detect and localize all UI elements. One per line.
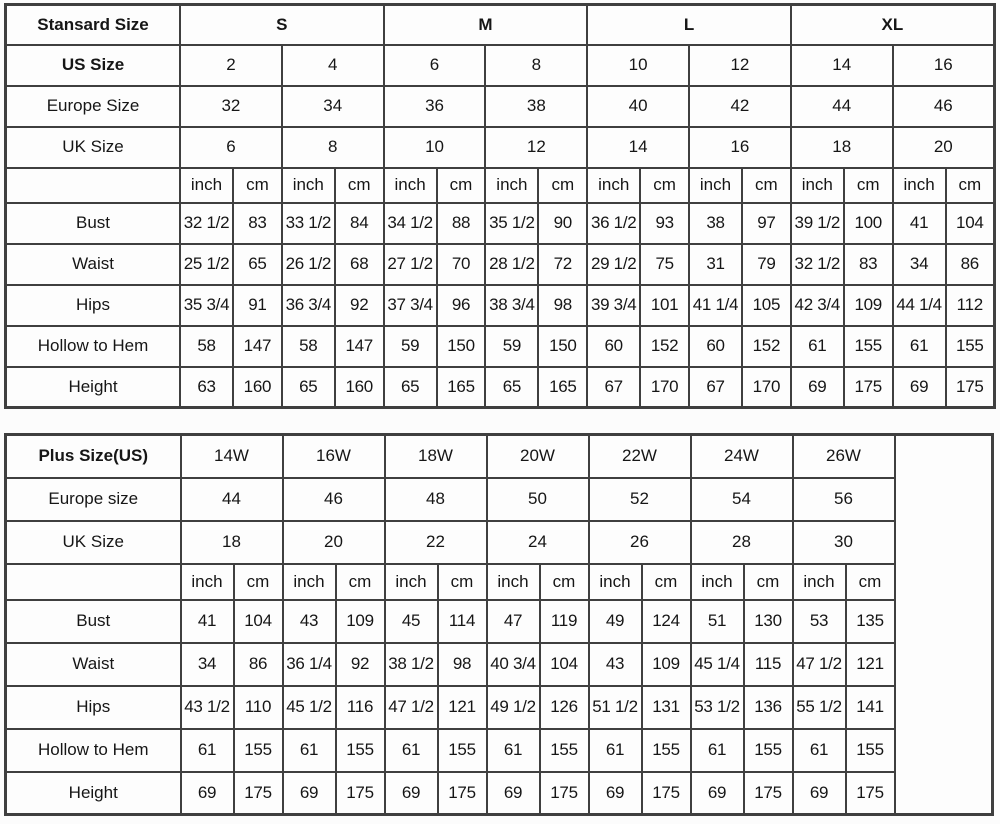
size-row	[6, 86, 995, 127]
row-label: Hips	[6, 285, 181, 326]
measurement-value-cell: 69	[487, 772, 540, 815]
measurement-value-cell: 25 1/2	[180, 244, 233, 285]
measurement-value-cell: 47	[487, 600, 540, 643]
measurement-value-cell: 49	[589, 600, 642, 643]
row-label: UK Size	[6, 521, 181, 564]
measurement-value-cell: 39 3/4	[587, 285, 640, 326]
measurement-value-cell: 141	[846, 686, 895, 729]
measurement-value-cell: 43 1/2	[181, 686, 234, 729]
size-group-header: S	[180, 5, 384, 45]
measurement-value-cell: 86	[234, 643, 283, 686]
size-value-cell: 40	[587, 86, 689, 127]
size-value-cell: 14	[587, 127, 689, 168]
measurement-value-cell: 27 1/2	[384, 244, 437, 285]
measurement-value-cell: 104	[540, 643, 589, 686]
size-value-cell: 54	[691, 478, 793, 521]
measurement-value-cell: 155	[336, 729, 385, 772]
size-value-cell: 18	[181, 521, 283, 564]
measurement-value-cell: 55 1/2	[793, 686, 846, 729]
size-value-cell: 20	[893, 127, 995, 168]
measurement-value-cell: 34 1/2	[384, 203, 437, 244]
unit-header-cm: cm	[640, 168, 689, 203]
measurement-value-cell: 150	[437, 326, 486, 367]
measurement-value-cell: 88	[437, 203, 486, 244]
measurement-value-cell: 41	[181, 600, 234, 643]
measurement-value-cell: 43	[589, 643, 642, 686]
plus-size-header: 20W	[487, 435, 589, 478]
measurement-value-cell: 98	[538, 285, 587, 326]
size-value-cell: 10	[384, 127, 486, 168]
measurement-value-cell: 136	[744, 686, 793, 729]
corner-label-cell: Stansard Size	[6, 5, 181, 45]
row-label: Height	[6, 772, 181, 815]
measurement-value-cell: 65	[384, 367, 437, 408]
measurement-value-cell: 69	[893, 367, 946, 408]
measurement-value-cell: 155	[744, 729, 793, 772]
measurement-value-cell: 155	[846, 729, 895, 772]
empty-column-cell	[895, 435, 993, 815]
measurement-value-cell: 175	[336, 772, 385, 815]
measurement-value-cell: 175	[438, 772, 487, 815]
size-value-cell: 34	[282, 86, 384, 127]
size-row	[6, 127, 995, 168]
row-label: US Size	[6, 45, 181, 86]
measurement-value-cell: 36 1/4	[283, 643, 336, 686]
size-value-cell: 10	[587, 45, 689, 86]
measurement-value-cell: 155	[540, 729, 589, 772]
size-value-cell: 36	[384, 86, 486, 127]
measurement-value-cell: 51 1/2	[589, 686, 642, 729]
measurement-value-cell: 61	[691, 729, 744, 772]
measurement-value-cell: 42 3/4	[791, 285, 844, 326]
measurement-value-cell: 121	[438, 686, 487, 729]
measurement-value-cell: 69	[181, 772, 234, 815]
measurement-value-cell: 75	[640, 244, 689, 285]
size-value-cell: 20	[283, 521, 385, 564]
plus-size-header: 16W	[283, 435, 385, 478]
measurement-value-cell: 83	[844, 244, 893, 285]
measurement-value-cell: 61	[487, 729, 540, 772]
unit-header-cm: cm	[335, 168, 384, 203]
measurement-value-cell: 110	[234, 686, 283, 729]
measurement-value-cell: 28 1/2	[485, 244, 538, 285]
measurement-value-cell: 135	[846, 600, 895, 643]
unit-row	[6, 168, 995, 203]
unit-header-inch: inch	[589, 564, 642, 600]
measurement-value-cell: 61	[589, 729, 642, 772]
measurement-value-cell: 33 1/2	[282, 203, 335, 244]
unit-row	[6, 564, 993, 600]
measurement-value-cell: 26 1/2	[282, 244, 335, 285]
measurement-value-cell: 47 1/2	[385, 686, 438, 729]
table-header-row	[6, 435, 993, 478]
measurement-value-cell: 175	[844, 367, 893, 408]
size-value-cell: 16	[893, 45, 995, 86]
size-row	[6, 521, 993, 564]
measurement-value-cell: 96	[437, 285, 486, 326]
measurement-value-cell: 124	[642, 600, 691, 643]
measurement-value-cell: 84	[335, 203, 384, 244]
size-value-cell: 16	[689, 127, 791, 168]
measurement-row	[6, 600, 993, 643]
measurement-value-cell: 58	[180, 326, 233, 367]
size-value-cell: 30	[793, 521, 895, 564]
table-header-row	[6, 5, 995, 45]
measurement-value-cell: 36 3/4	[282, 285, 335, 326]
measurement-value-cell: 91	[233, 285, 282, 326]
measurement-value-cell: 115	[744, 643, 793, 686]
measurement-value-cell: 37 3/4	[384, 285, 437, 326]
measurement-value-cell: 100	[844, 203, 893, 244]
measurement-value-cell: 101	[640, 285, 689, 326]
measurement-value-cell: 36 1/2	[587, 203, 640, 244]
measurement-value-cell: 45 1/2	[283, 686, 336, 729]
size-chart-page	[4, 3, 996, 816]
row-label: Europe size	[6, 478, 181, 521]
row-label: Bust	[6, 203, 181, 244]
measurement-value-cell: 155	[946, 326, 995, 367]
unit-header-inch: inch	[691, 564, 744, 600]
measurement-value-cell: 43	[283, 600, 336, 643]
size-group-header: M	[384, 5, 588, 45]
size-value-cell: 52	[589, 478, 691, 521]
size-value-cell: 42	[689, 86, 791, 127]
row-label: Waist	[6, 643, 181, 686]
measurement-value-cell: 152	[640, 326, 689, 367]
size-value-cell: 50	[487, 478, 589, 521]
measurement-value-cell: 175	[946, 367, 995, 408]
measurement-value-cell: 130	[744, 600, 793, 643]
row-label: Europe Size	[6, 86, 181, 127]
unit-header-inch: inch	[283, 564, 336, 600]
unit-row-spacer	[6, 168, 181, 203]
unit-header-cm: cm	[844, 168, 893, 203]
measurement-value-cell: 35 1/2	[485, 203, 538, 244]
measurement-value-cell: 65	[282, 367, 335, 408]
measurement-value-cell: 175	[642, 772, 691, 815]
row-label: Height	[6, 367, 181, 408]
size-value-cell: 12	[485, 127, 587, 168]
measurement-value-cell: 175	[846, 772, 895, 815]
measurement-value-cell: 38	[689, 203, 742, 244]
unit-header-cm: cm	[946, 168, 995, 203]
measurement-value-cell: 40 3/4	[487, 643, 540, 686]
measurement-value-cell: 131	[642, 686, 691, 729]
measurement-row	[6, 686, 993, 729]
size-value-cell: 24	[487, 521, 589, 564]
unit-header-cm: cm	[846, 564, 895, 600]
measurement-value-cell: 38 1/2	[385, 643, 438, 686]
measurement-value-cell: 175	[744, 772, 793, 815]
measurement-value-cell: 49 1/2	[487, 686, 540, 729]
plus-size-header: 26W	[793, 435, 895, 478]
measurement-value-cell: 69	[691, 772, 744, 815]
measurement-value-cell: 165	[538, 367, 587, 408]
measurement-row	[6, 643, 993, 686]
size-value-cell: 44	[181, 478, 283, 521]
unit-header-cm: cm	[438, 564, 487, 600]
measurement-value-cell: 38 3/4	[485, 285, 538, 326]
measurement-value-cell: 67	[587, 367, 640, 408]
row-label: Waist	[6, 244, 181, 285]
size-value-cell: 14	[791, 45, 893, 86]
measurement-row	[6, 729, 993, 772]
measurement-value-cell: 116	[336, 686, 385, 729]
plus-size-header: 24W	[691, 435, 793, 478]
measurement-value-cell: 47 1/2	[793, 643, 846, 686]
size-value-cell: 56	[793, 478, 895, 521]
measurement-value-cell: 83	[233, 203, 282, 244]
measurement-value-cell: 92	[335, 285, 384, 326]
measurement-value-cell: 68	[335, 244, 384, 285]
size-value-cell: 22	[385, 521, 487, 564]
unit-header-inch: inch	[384, 168, 437, 203]
measurement-value-cell: 175	[540, 772, 589, 815]
row-label: UK Size	[6, 127, 181, 168]
measurement-value-cell: 93	[640, 203, 689, 244]
measurement-value-cell: 69	[793, 772, 846, 815]
measurement-value-cell: 39 1/2	[791, 203, 844, 244]
measurement-value-cell: 170	[742, 367, 791, 408]
plus-size-table	[4, 433, 994, 816]
measurement-value-cell: 165	[437, 367, 486, 408]
measurement-value-cell: 109	[642, 643, 691, 686]
unit-header-inch: inch	[487, 564, 540, 600]
measurement-value-cell: 53 1/2	[691, 686, 744, 729]
measurement-value-cell: 35 3/4	[180, 285, 233, 326]
measurement-value-cell: 69	[283, 772, 336, 815]
unit-header-inch: inch	[282, 168, 335, 203]
size-value-cell: 46	[893, 86, 995, 127]
measurement-value-cell: 41 1/4	[689, 285, 742, 326]
measurement-value-cell: 152	[742, 326, 791, 367]
measurement-value-cell: 147	[335, 326, 384, 367]
plus-size-header: 22W	[589, 435, 691, 478]
measurement-value-cell: 45 1/4	[691, 643, 744, 686]
size-group-header: XL	[791, 5, 995, 45]
unit-header-cm: cm	[744, 564, 793, 600]
measurement-value-cell: 61	[893, 326, 946, 367]
unit-header-inch: inch	[485, 168, 538, 203]
unit-header-inch: inch	[181, 564, 234, 600]
measurement-value-cell: 72	[538, 244, 587, 285]
measurement-value-cell: 155	[844, 326, 893, 367]
measurement-value-cell: 155	[234, 729, 283, 772]
measurement-value-cell: 32 1/2	[791, 244, 844, 285]
unit-row-spacer	[6, 564, 181, 600]
size-value-cell: 46	[283, 478, 385, 521]
unit-header-cm: cm	[233, 168, 282, 203]
size-value-cell: 2	[180, 45, 282, 86]
unit-header-cm: cm	[742, 168, 791, 203]
measurement-value-cell: 160	[233, 367, 282, 408]
plus-size-header: 14W	[181, 435, 283, 478]
measurement-value-cell: 114	[438, 600, 487, 643]
measurement-value-cell: 59	[384, 326, 437, 367]
row-label: Hollow to Hem	[6, 326, 181, 367]
row-label: Hollow to Hem	[6, 729, 181, 772]
measurement-value-cell: 150	[538, 326, 587, 367]
size-value-cell: 8	[485, 45, 587, 86]
corner-label-cell: Plus Size(US)	[6, 435, 181, 478]
measurement-value-cell: 60	[689, 326, 742, 367]
measurement-value-cell: 51	[691, 600, 744, 643]
measurement-value-cell: 61	[385, 729, 438, 772]
unit-header-cm: cm	[642, 564, 691, 600]
unit-header-cm: cm	[540, 564, 589, 600]
measurement-value-cell: 97	[742, 203, 791, 244]
measurement-value-cell: 175	[234, 772, 283, 815]
unit-header-inch: inch	[689, 168, 742, 203]
measurement-value-cell: 70	[437, 244, 486, 285]
size-value-cell: 26	[589, 521, 691, 564]
measurement-value-cell: 112	[946, 285, 995, 326]
measurement-value-cell: 155	[438, 729, 487, 772]
size-value-cell: 28	[691, 521, 793, 564]
plus-size-header: 18W	[385, 435, 487, 478]
measurement-value-cell: 65	[485, 367, 538, 408]
size-value-cell: 8	[282, 127, 384, 168]
unit-header-inch: inch	[180, 168, 233, 203]
measurement-value-cell: 65	[233, 244, 282, 285]
measurement-value-cell: 61	[283, 729, 336, 772]
measurement-value-cell: 170	[640, 367, 689, 408]
unit-header-cm: cm	[437, 168, 486, 203]
measurement-value-cell: 160	[335, 367, 384, 408]
measurement-row	[6, 772, 993, 815]
measurement-value-cell: 104	[234, 600, 283, 643]
size-value-cell: 38	[485, 86, 587, 127]
measurement-value-cell: 41	[893, 203, 946, 244]
measurement-value-cell: 79	[742, 244, 791, 285]
measurement-value-cell: 31	[689, 244, 742, 285]
measurement-value-cell: 58	[282, 326, 335, 367]
size-row	[6, 45, 995, 86]
measurement-value-cell: 86	[946, 244, 995, 285]
measurement-value-cell: 60	[587, 326, 640, 367]
measurement-row	[6, 244, 995, 285]
measurement-value-cell: 34	[893, 244, 946, 285]
measurement-value-cell: 45	[385, 600, 438, 643]
measurement-value-cell: 32 1/2	[180, 203, 233, 244]
measurement-value-cell: 90	[538, 203, 587, 244]
unit-header-inch: inch	[893, 168, 946, 203]
measurement-value-cell: 155	[642, 729, 691, 772]
measurement-row	[6, 203, 995, 244]
measurement-value-cell: 69	[385, 772, 438, 815]
measurement-value-cell: 126	[540, 686, 589, 729]
size-value-cell: 6	[180, 127, 282, 168]
measurement-value-cell: 92	[336, 643, 385, 686]
measurement-value-cell: 69	[791, 367, 844, 408]
measurement-value-cell: 109	[336, 600, 385, 643]
measurement-value-cell: 34	[181, 643, 234, 686]
unit-header-cm: cm	[234, 564, 283, 600]
measurement-value-cell: 44 1/4	[893, 285, 946, 326]
measurement-value-cell: 61	[181, 729, 234, 772]
measurement-value-cell: 119	[540, 600, 589, 643]
size-value-cell: 4	[282, 45, 384, 86]
unit-header-cm: cm	[336, 564, 385, 600]
size-value-cell: 32	[180, 86, 282, 127]
size-value-cell: 12	[689, 45, 791, 86]
measurement-value-cell: 53	[793, 600, 846, 643]
size-group-header: L	[587, 5, 791, 45]
unit-header-inch: inch	[791, 168, 844, 203]
measurement-row	[6, 326, 995, 367]
size-value-cell: 44	[791, 86, 893, 127]
measurement-value-cell: 121	[846, 643, 895, 686]
measurement-value-cell: 61	[793, 729, 846, 772]
unit-header-inch: inch	[587, 168, 640, 203]
size-value-cell: 48	[385, 478, 487, 521]
measurement-value-cell: 98	[438, 643, 487, 686]
unit-header-inch: inch	[385, 564, 438, 600]
measurement-value-cell: 29 1/2	[587, 244, 640, 285]
measurement-value-cell: 59	[485, 326, 538, 367]
standard-size-table	[4, 3, 996, 409]
measurement-value-cell: 61	[791, 326, 844, 367]
measurement-value-cell: 69	[589, 772, 642, 815]
size-row	[6, 478, 993, 521]
measurement-value-cell: 109	[844, 285, 893, 326]
unit-header-inch: inch	[793, 564, 846, 600]
measurement-value-cell: 147	[233, 326, 282, 367]
measurement-row	[6, 367, 995, 408]
measurement-value-cell: 104	[946, 203, 995, 244]
measurement-value-cell: 67	[689, 367, 742, 408]
row-label: Bust	[6, 600, 181, 643]
size-value-cell: 18	[791, 127, 893, 168]
measurement-row	[6, 285, 995, 326]
measurement-value-cell: 105	[742, 285, 791, 326]
measurement-value-cell: 63	[180, 367, 233, 408]
size-value-cell: 6	[384, 45, 486, 86]
row-label: Hips	[6, 686, 181, 729]
unit-header-cm: cm	[538, 168, 587, 203]
